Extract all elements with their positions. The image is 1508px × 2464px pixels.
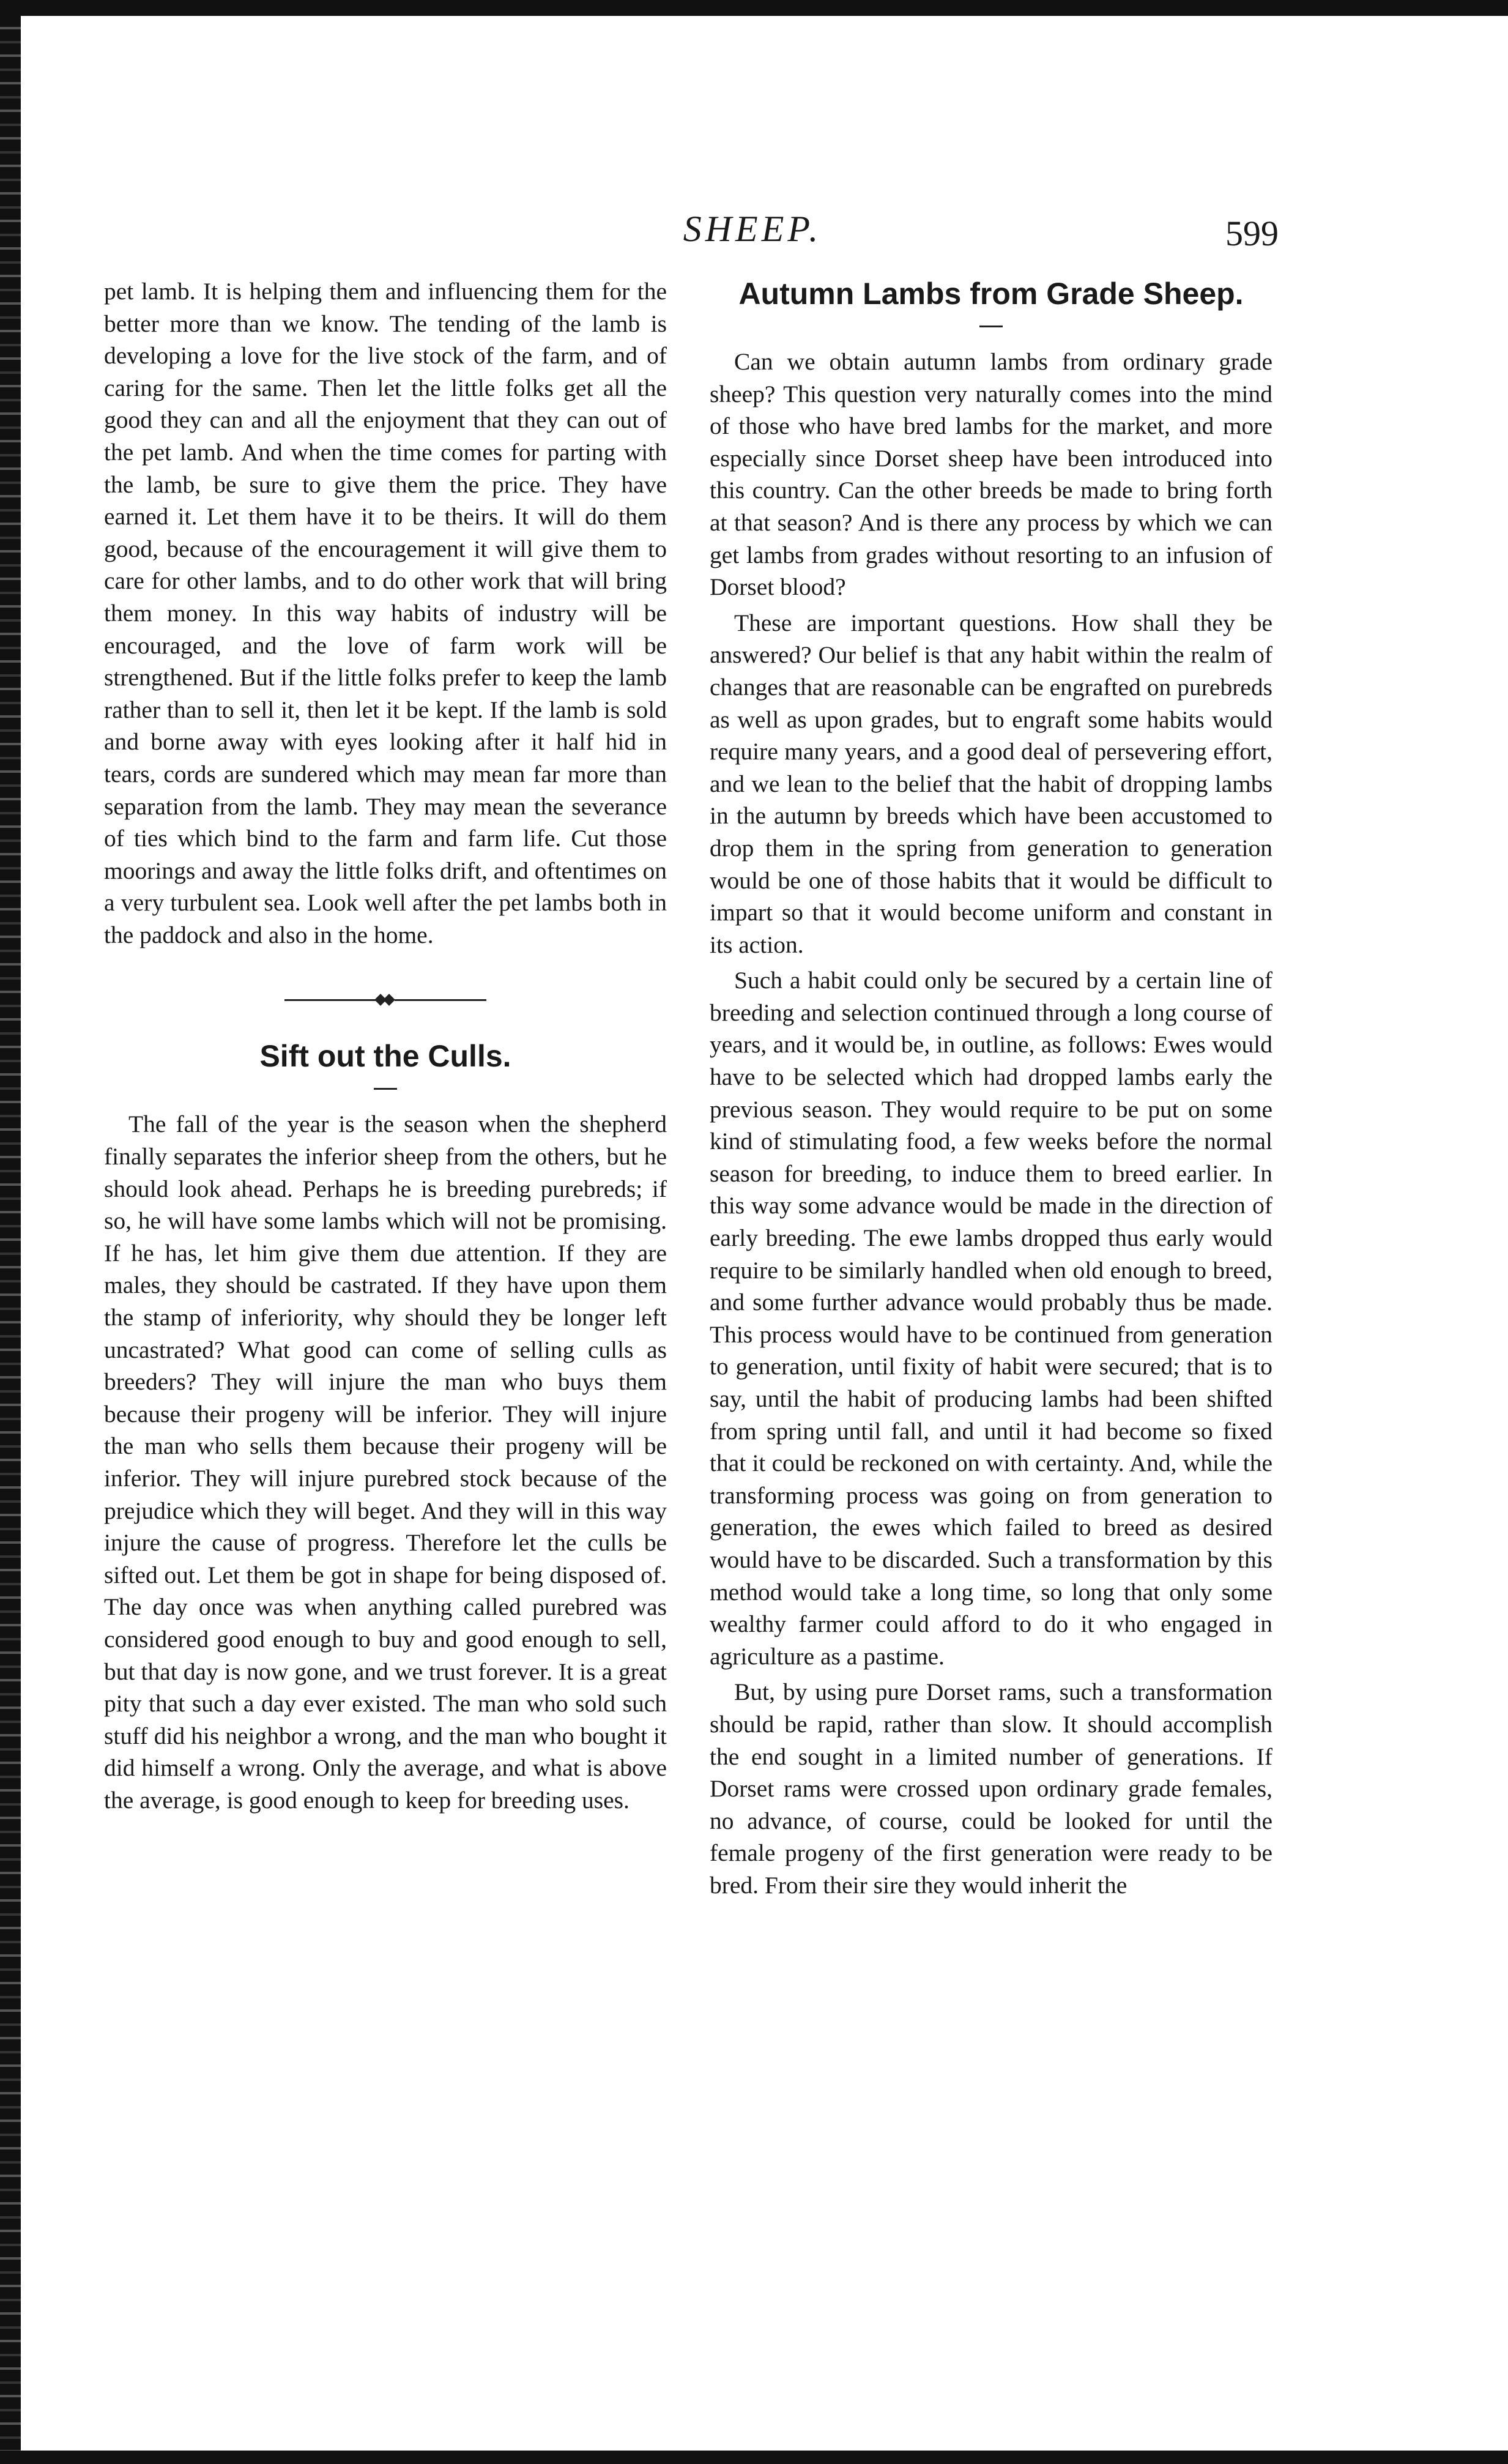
binding-edge — [0, 16, 21, 2451]
article-paragraph: But, by using pure Dorset rams, such a transformation should be rapid, rather than slow. It should accomplish the end sought in a limited number of generations. If Dorset rams were crossed upon ordinary grade females, no advance, of course, could be looked for until the female progeny of the first generation were ready to be bred. From their sire they would inherit the — [710, 1678, 1272, 1899]
article-heading: Sift out the Culls. — [259, 1039, 511, 1074]
article-paragraph: Such a habit could only be secured by a certain line of breeding and selection continued through a long course of years, and it would be, in outline, as follows: Ewes would have to be selected which had dropped lambs early the previous season. They would require to be put on some kind of stimulating food, a few weeks before the normal season for breeding, to induce them to breed earlier. In this way some advance would be made in the direction of early breeding. The ewe lambs dropped thus early would require to be similarly handled when old enough to breed, and some further advance would probably thus be made. This process would have to be continued from generation to generation, until fixity of habit were secured; that is to say, until the habit of producing lambs had been shifted from spring until fall, and until it had become so fixed that it could be reckoned on with certainty. And, while the transforming process was going on from generation to generation, the ewes which failed to breed as desired would have to be discarded. Such a transformation by this method would take a long time, so long that only some wealthy farmer could afford to do it who engaged in agriculture as a pastime. — [710, 967, 1272, 1670]
left-column — [104, 275, 667, 1817]
top-border — [0, 0, 1508, 16]
article-paragraph: These are important questions. How shall they be answered? Our belief is that any habit within the realm of changes that are reasonable can be engrafted on purebreds as well as upon grades, but to engraft some habits would require many years, and a good deal of persevering effort, and we lean to the belief that the habit of dropping lambs in the autumn by breeds which have been accustomed to drop them in the spring from generation to generation would be one of those habits that it would be difficult to impart so that it would become uniform and constant in its action. — [710, 609, 1272, 958]
page-number: 599 — [1225, 214, 1279, 253]
running-head: SHEEP. — [683, 209, 822, 249]
article-paragraph: The fall of the year is the season when the shepherd finally separates the inferior sheep from the others, but he should look ahead. Perhaps he is breeding purebreds; if so, he will have some lambs which will not be promising. If he has, let him give them due attention. If they are males, they should be castrated. If they have upon them the stamp of inferiority, why should they be longer left uncastrated? What good can come of selling culls as breeders? They will injure the man who buys them because their progeny will be inferior. They will injure the man who sells them because their progeny will be inferior. They will injure purebred stock because of the prejudice which they will beget. And they will in this way injure the cause of progress. Therefore let the culls be sifted out. Let them be got in shape for being disposed of. The day once was when anything called purebred was considered good enough to buy and good enough to sell, but that day is now gone, and we trust forever. It is a great pity that such a day ever existed. The man who sold such stuff did his neighbor a wrong, and the man who bought it did himself a wrong. Only the average, and what is above the average, is good enough to keep for breeding uses. — [104, 1111, 667, 1814]
article-paragraph: Can we obtain autumn lambs from ordinary grade sheep? This question very naturally comes into the mind of those who have bred lambs for the market, and more especially since Dorset sheep have been introduced into this country. Can the other breeds be made to bring forth at that season? And is there any process by which we can get lambs from grades without resorting to an infusion of Dorset blood? — [710, 348, 1272, 601]
section-divider — [104, 994, 667, 1006]
article-paragraph: pet lamb. It is helping them and influencing them for the better more than we know. The tending of the lamb is developing a love for the live stock of the farm, and of caring for the same. Then let the little folks get all the good they can and all the enjoyment that they can out of the pet lamb. And when the time comes for parting with the lamb, be sure to give them the price. They have earned it. Let them have it to be theirs. It will do them good, because of the encouragement it will give them to care for other lambs, and to do other work that will bring them money. In this way habits of industry will be encouraged, and the love of farm work will be strengthened. But if the little folks prefer to keep the lamb rather than to sell it, then let it be kept. If the lamb is sold and borne away with eyes looking after it half hid in tears, cords are sundered which may mean far more than separation from the lamb. They may mean the severance of ties which bind to the farm and farm life. Cut those moorings and away the little folks drift, and oftentimes on a very turbulent sea. Look well after the pet lambs both in the paddock and also in the home. — [104, 278, 667, 948]
article-heading: Autumn Lambs from Grade Sheep. — [738, 277, 1244, 311]
heading-dash — [374, 1088, 397, 1090]
right-column — [710, 275, 1272, 1902]
bottom-border — [0, 2451, 1508, 2464]
page-header — [104, 208, 1279, 257]
heading-dash — [979, 326, 1003, 327]
